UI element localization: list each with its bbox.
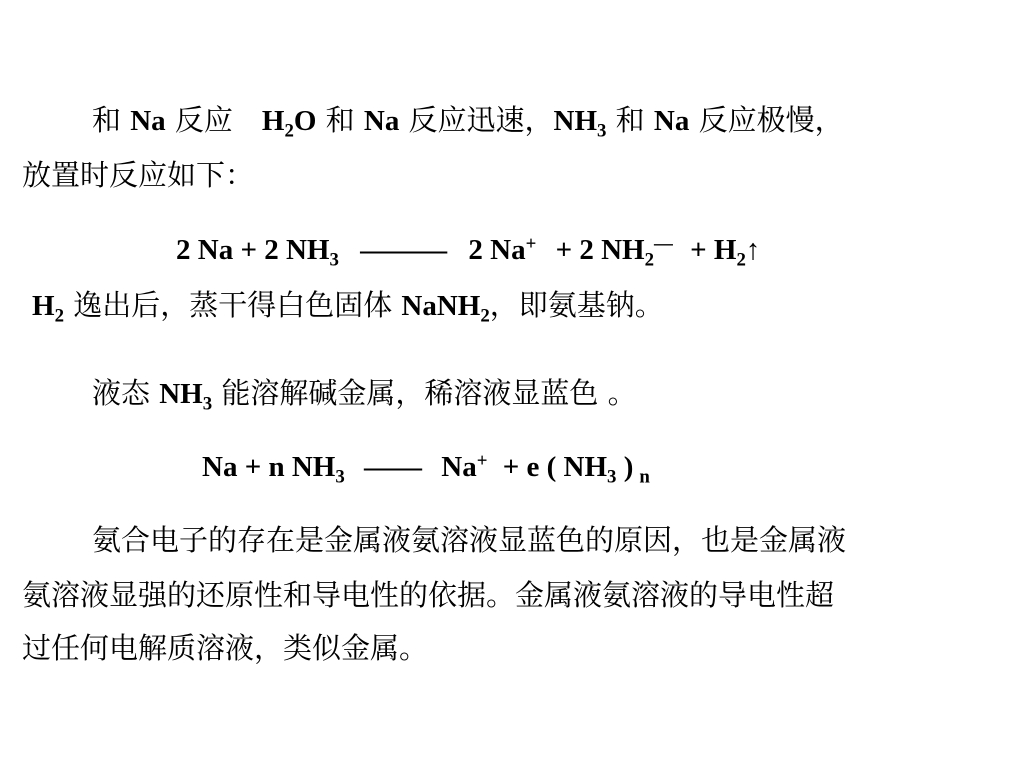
equation-1: 2 Na + 2 $NH_3$ ——— 2 Na+ + 2 $NH_2^—$ + $H_2↑$ [176, 233, 761, 271]
na-formula: Na [363, 105, 400, 137]
reaction-arrow: ——— [360, 234, 448, 266]
equation-2: Na + n $NH_3$ —— Na+ + e ( $NH_3$ ) $_n$ [202, 450, 650, 488]
h2o-formula: $H_2O$ [261, 105, 317, 142]
na-formula: Na [130, 105, 166, 137]
h2-formula: $H_2$ [32, 290, 64, 327]
para1-line2: 放置时反应如下： [22, 158, 255, 192]
nh3-formula: $NH_3$ [553, 105, 607, 142]
nanh2-formula: NaNH$_2$ [401, 290, 490, 327]
reaction-arrow: —— [364, 451, 423, 483]
text: 和 [606, 103, 654, 137]
para1-line1 [92, 100, 844, 141]
para4-line3: 过任何电解质溶液，类似金属。 [22, 631, 429, 665]
nh3-formula: $NH_3$ [159, 378, 213, 415]
para4-line1: 氨合电子的存在是金属液氨溶液显蓝色的原因，也是金属液 [92, 523, 847, 557]
text: 反应极慢， [689, 103, 844, 137]
para2: $H_2$ 逸出后，蒸干得白色固体 NaNH$_2$，即氨基钠。 [32, 288, 664, 327]
text: 和 [92, 103, 131, 137]
text: 反应迅速， [399, 103, 554, 137]
na-formula: Na [653, 105, 690, 137]
text: 和 [316, 103, 364, 137]
para3: 液态 $NH_3$ 能溶解碱金属，稀溶液显蓝色 。 [92, 376, 637, 415]
para4-line2: 氨溶液显强的还原性和导电性的依据。金属液氨溶液的导电性超 [22, 578, 835, 612]
up-arrow: ↑ [745, 234, 761, 266]
text: 反应 [165, 103, 262, 137]
